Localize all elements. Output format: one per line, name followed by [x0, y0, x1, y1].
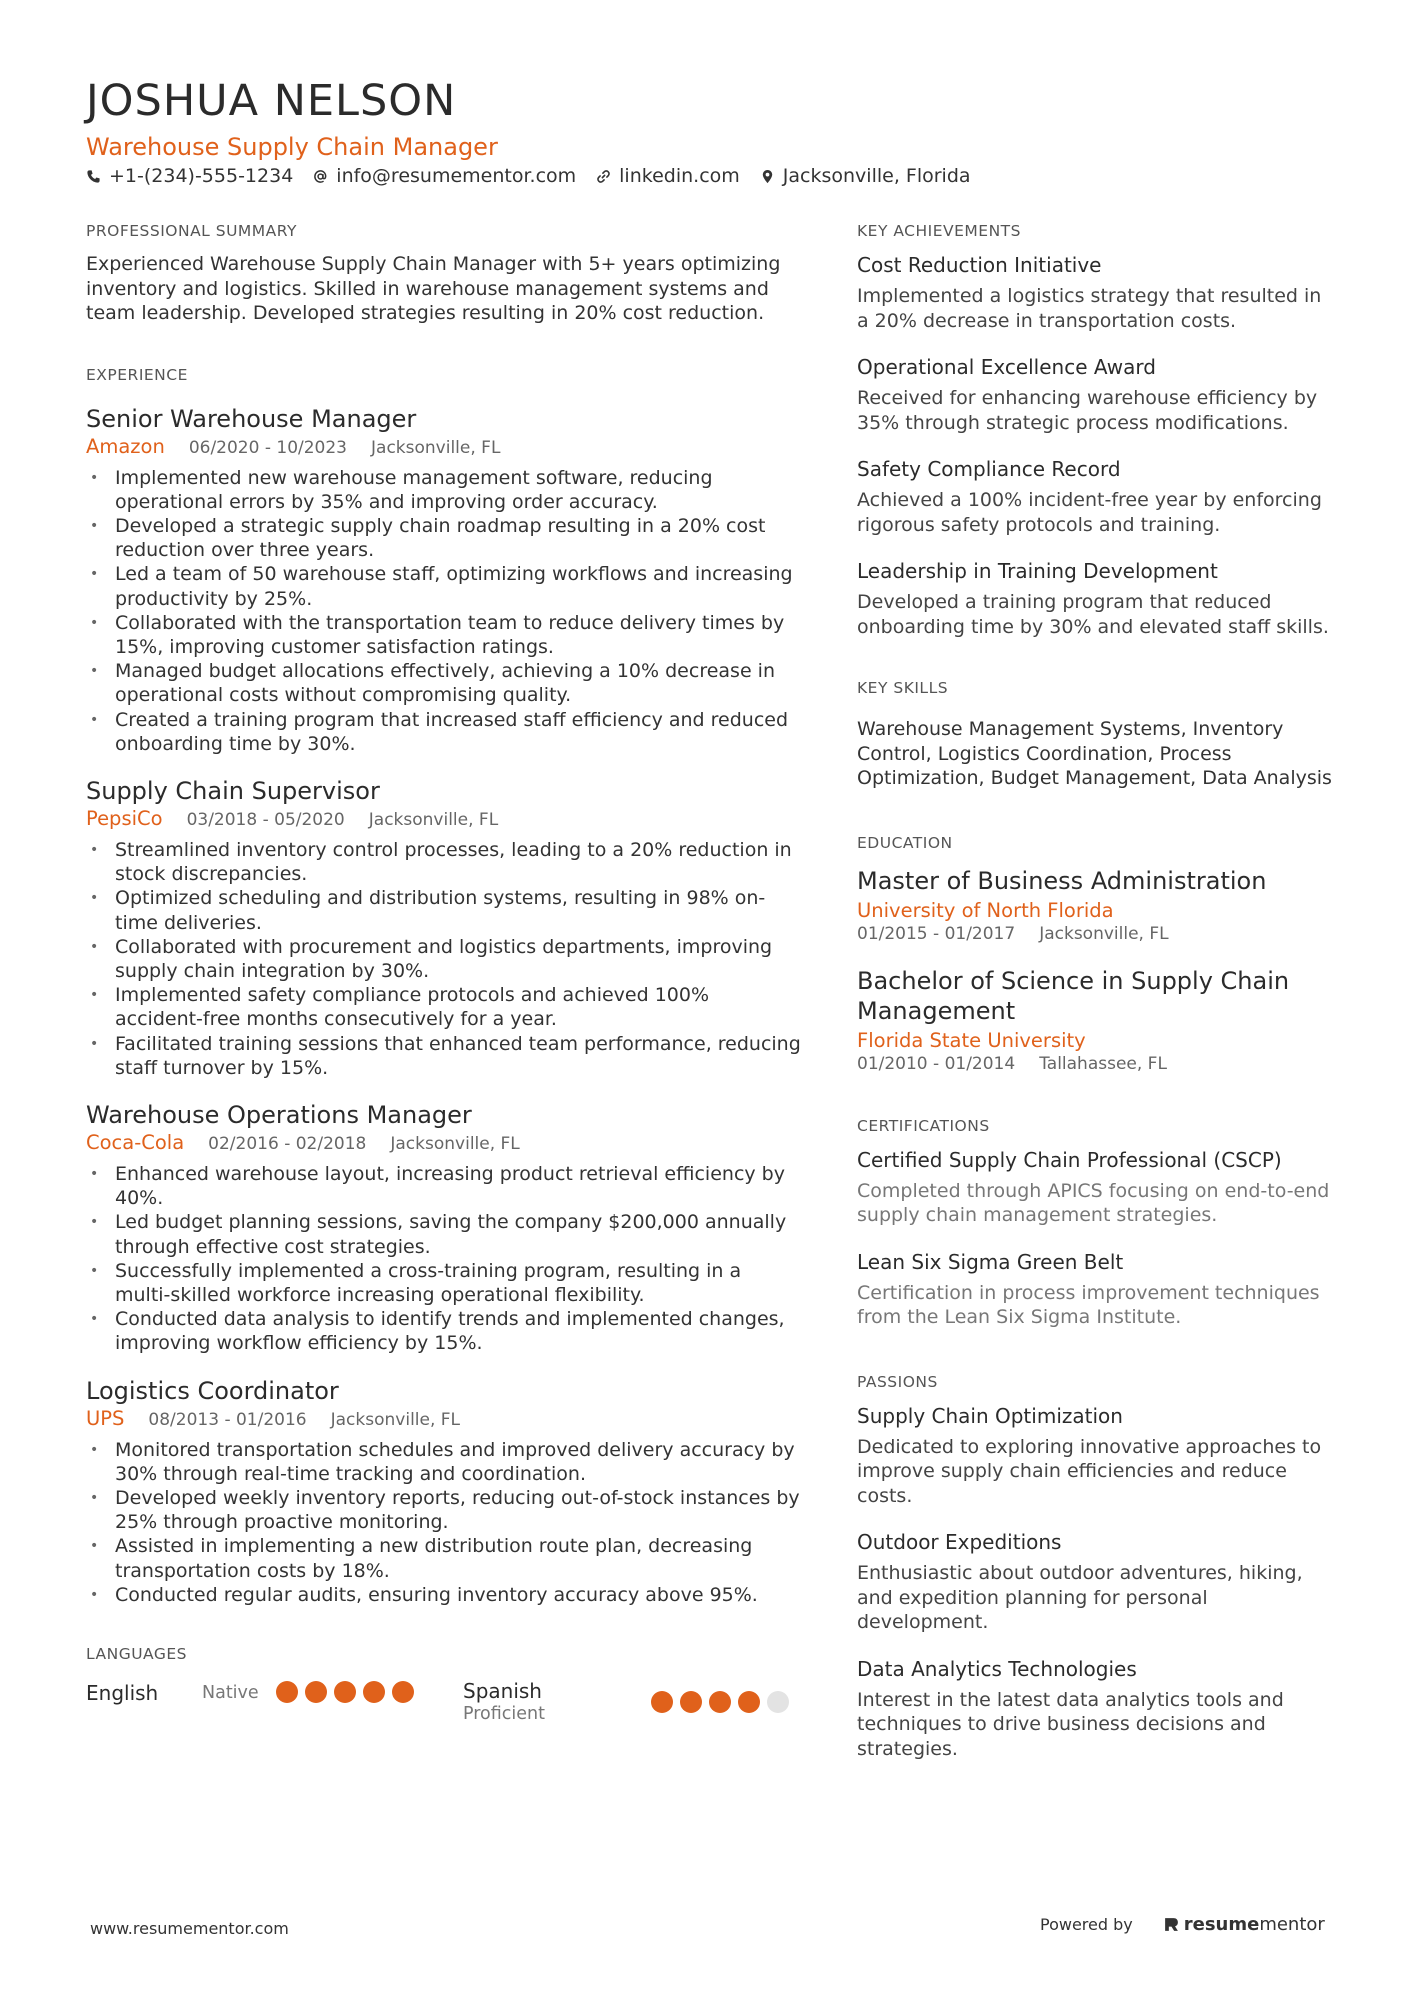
achievement-title: Safety Compliance Record [857, 457, 1121, 481]
job-meta [86, 435, 801, 458]
language-item [86, 1681, 158, 1705]
left-column [86, 222, 801, 1729]
certification-item [857, 1249, 1337, 1330]
achievements-list [857, 252, 1337, 639]
job-dates: 06/2020 - 10/2023 [188, 437, 348, 458]
job-location: Jacksonville, FL [371, 437, 501, 458]
language-rating [276, 1681, 421, 1703]
job-bullet: • Led a team of 50 warehouse staff, optimizing workflows and increasing productivity by 25%. [86, 562, 801, 610]
education-school: University of North Florida [857, 898, 1114, 922]
rating-dot-filled [305, 1681, 327, 1703]
contact-linkedin[interactable] [596, 165, 740, 187]
job-bullet: • Conducted data analysis to identify trends and implemented changes, improving workflow efficiency by 15%. [86, 1307, 801, 1355]
location-text: Jacksonville, Florida [782, 165, 971, 187]
education-dates: 01/2010 - 01/2014 [857, 1053, 1016, 1074]
languages-list [86, 1679, 801, 1729]
achievement-desc: Implemented a logistics strategy that resulted in a 20% decrease in transportation costs. [857, 285, 1322, 332]
job-location: Jacksonville, FL [390, 1133, 520, 1154]
link-icon [596, 169, 611, 184]
languages-heading: LANGUAGES [86, 1645, 188, 1664]
language-level: Native [202, 1683, 259, 1704]
skills-text: Warehouse Management Systems, Inventory Control, Logistics Coordination, Process Optimization, Budget Management, Data Analysis [857, 718, 1332, 789]
job-company: UPS [86, 1406, 125, 1430]
summary-text: Experienced Warehouse Supply Chain Manager with 5+ years optimizing inventory and logistics. Skilled in warehouse management systems and team leadership. Developed strategies resulting in 20% cost reduction. [86, 253, 781, 324]
certification-title: Lean Six Sigma Green Belt [857, 1249, 1124, 1274]
summary-heading: PROFESSIONAL SUMMARY [86, 222, 298, 240]
job-bullet: • Implemented new warehouse management software, reducing operational errors by 35% and improving order accuracy. [86, 466, 801, 514]
education-degree: Bachelor of Science in Supply Chain Management [857, 966, 1290, 1025]
contact-row [86, 165, 991, 187]
passion-item [857, 1403, 1337, 1509]
job-bullets [86, 1162, 801, 1356]
education-location: Jacksonville, FL [1039, 923, 1169, 944]
job-bullet: • Led budget planning sessions, saving the company $200,000 annually through effective cost strategies. [86, 1210, 801, 1258]
candidate-name: JOSHUA NELSON [86, 76, 457, 126]
achievement-desc: Developed a training program that reduced onboarding time by 30% and elevated staff skills. [857, 591, 1329, 638]
rating-dot-filled [334, 1681, 356, 1703]
rating-dot-filled [363, 1681, 385, 1703]
job-meta [86, 807, 801, 830]
education-degree: Master of Business Administration [857, 866, 1267, 895]
job-meta [86, 1131, 801, 1154]
contact-email[interactable] [313, 165, 576, 187]
at-icon [313, 169, 328, 184]
language-name: English [86, 1681, 159, 1706]
contact-location [760, 165, 971, 187]
education-location: Tallahassee, FL [1039, 1053, 1167, 1074]
job-location: Jacksonville, FL [330, 1409, 461, 1430]
passion-item [857, 1529, 1337, 1635]
passion-desc: Enthusiastic about outdoor adventures, hiking, and expedition planning for personal development. [857, 1562, 1303, 1633]
job-dates: 08/2013 - 01/2016 [148, 1409, 307, 1430]
certifications-list [857, 1147, 1337, 1330]
passion-title: Supply Chain Optimization [857, 1403, 1123, 1428]
achievements-heading: KEY ACHIEVEMENTS [857, 222, 1021, 240]
job-meta [86, 1407, 801, 1430]
job-title: Supply Chain Supervisor [86, 776, 380, 805]
job-bullet: • Collaborated with procurement and logistics departments, improving supply chain integration by 30%. [86, 935, 801, 983]
experience-list [86, 404, 801, 1608]
achievement-title: Cost Reduction Initiative [857, 253, 1102, 277]
phone-text: +1-(234)-555-1234 [109, 165, 294, 187]
passion-desc: Dedicated to exploring innovative approaches to improve supply chain efficiencies and reduce costs. [857, 1435, 1322, 1507]
education-dates: 01/2015 - 01/2017 [857, 923, 1016, 944]
rating-dot-empty [767, 1691, 789, 1713]
brand-logo[interactable] [1163, 1914, 1325, 1935]
job-bullets [86, 838, 801, 1080]
job-title: Logistics Coordinator [86, 1376, 339, 1405]
brand-text-b: mentor [1259, 1914, 1325, 1935]
brand-logo-icon [1163, 1916, 1180, 1933]
job-bullet: • Enhanced warehouse layout, increasing product retrieval efficiency by 40%. [86, 1162, 801, 1210]
job-bullet: • Successfully implemented a cross-training program, resulting in a multi-skilled workforce increasing operational flexibility. [86, 1259, 801, 1307]
education-meta [857, 1054, 1337, 1074]
job-bullet: • Implemented safety compliance protocols and achieved 100% accident-free months consecutively for a year. [86, 983, 801, 1031]
achievement-title: Leadership in Training Development [857, 559, 1218, 583]
certification-desc: Completed through APICS focusing on end-to-end supply chain management strategies. [857, 1179, 1330, 1226]
education-school: Florida State University [857, 1028, 1086, 1052]
job-bullet: • Streamlined inventory control processes, leading to a 20% reduction in stock discrepancies. [86, 838, 801, 886]
achievement-item [857, 456, 1337, 537]
education-item [857, 866, 1337, 944]
skills-heading: KEY SKILLS [857, 679, 949, 697]
job-bullet: • Assisted in implementing a new distribution route plan, decreasing transportation costs by 18%. [86, 1534, 801, 1582]
job-bullet: • Developed a strategic supply chain roadmap resulting in a 20% cost reduction over three years. [86, 514, 801, 562]
certifications-heading: CERTIFICATIONS [857, 1116, 990, 1135]
achievement-desc: Received for enhancing warehouse efficiency by 35% through strategic process modifications. [857, 387, 1318, 434]
brand-text-a: resume [1183, 1914, 1260, 1935]
right-column [857, 222, 1337, 1761]
rating-dot-filled [276, 1681, 298, 1703]
language-name: Spanish [463, 1679, 542, 1704]
job-bullets [86, 466, 801, 756]
linkedin-text: linkedin.com [619, 165, 740, 187]
job-bullet: • Managed budget allocations effectively, achieving a 10% decrease in operational costs without compromising quality. [86, 659, 801, 707]
email-text: info@resumementor.com [336, 165, 577, 187]
job-entry [86, 776, 801, 1080]
job-location: Jacksonville, FL [368, 809, 499, 830]
certification-item [857, 1147, 1337, 1228]
job-entry [86, 1100, 801, 1356]
language-level-wrap [202, 1683, 259, 1703]
rating-dot-filled [680, 1691, 702, 1713]
rating-dot-filled [709, 1691, 731, 1713]
job-bullet: • Conducted regular audits, ensuring inventory accuracy above 95%. [86, 1583, 801, 1607]
job-bullet: • Optimized scheduling and distribution systems, resulting in 98% on-time deliveries. [86, 886, 801, 934]
powered-by-label: Powered by [1040, 1915, 1133, 1934]
job-company: Coca-Cola [86, 1130, 185, 1154]
job-dates: 02/2016 - 02/2018 [208, 1133, 367, 1154]
achievement-item [857, 558, 1337, 639]
job-company: PepsiCo [86, 806, 163, 830]
job-dates: 03/2018 - 05/2020 [186, 809, 345, 830]
certification-desc: Certification in process improvement techniques from the Lean Six Sigma Institute. [857, 1281, 1320, 1328]
job-bullet: • Created a training program that increased staff efficiency and reduced onboarding time by 30%. [86, 708, 801, 756]
job-bullet: • Facilitated training sessions that enhanced team performance, reducing staff turnover by 15%. [86, 1032, 801, 1080]
achievement-item [857, 354, 1337, 435]
achievement-title: Operational Excellence Award [857, 355, 1156, 379]
certification-title: Certified Supply Chain Professional (CSCP) [857, 1147, 1282, 1172]
passion-title: Outdoor Expeditions [857, 1530, 1062, 1554]
passion-desc: Interest in the latest data analytics tools and techniques to drive business decisions and strategies. [857, 1688, 1284, 1760]
passions-list [857, 1403, 1337, 1762]
job-bullets [86, 1438, 801, 1607]
location-pin-icon [760, 169, 775, 184]
education-item [857, 966, 1337, 1074]
footer-brand [1040, 1914, 1325, 1935]
education-list [857, 866, 1337, 1074]
footer-website[interactable]: www.resumementor.com [90, 1919, 289, 1938]
job-title: Senior Warehouse Manager [86, 404, 417, 433]
language-level: Proficient [463, 1704, 545, 1725]
job-bullet: • Monitored transportation schedules and improved delivery accuracy by 30% through real-time tracking and coordination. [86, 1438, 801, 1486]
passion-item [857, 1656, 1337, 1762]
rating-dot-filled [651, 1691, 673, 1713]
job-company: Amazon [86, 434, 165, 458]
rating-dot-filled [392, 1681, 414, 1703]
contact-phone[interactable] [86, 165, 293, 187]
experience-heading: EXPERIENCE [86, 365, 188, 384]
education-heading: EDUCATION [857, 833, 953, 852]
education-meta [857, 924, 1337, 944]
rating-dot-filled [738, 1691, 760, 1713]
job-entry [86, 404, 801, 756]
achievement-desc: Achieved a 100% incident-free year by enforcing rigorous safety protocols and training. [857, 489, 1322, 536]
language-item [463, 1679, 545, 1724]
passion-title: Data Analytics Technologies [857, 1656, 1137, 1681]
job-entry [86, 1376, 801, 1607]
job-bullet: • Developed weekly inventory reports, reducing out-of-stock instances by 25% through proactive monitoring. [86, 1486, 801, 1534]
job-bullet: • Collaborated with the transportation team to reduce delivery times by 15%, improving customer satisfaction ratings. [86, 611, 801, 659]
passions-heading: PASSIONS [857, 1372, 938, 1391]
achievement-item [857, 252, 1337, 333]
job-title: Warehouse Operations Manager [86, 1100, 472, 1129]
candidate-title: Warehouse Supply Chain Manager [86, 133, 498, 161]
language-rating [651, 1691, 796, 1713]
phone-icon [86, 169, 101, 184]
